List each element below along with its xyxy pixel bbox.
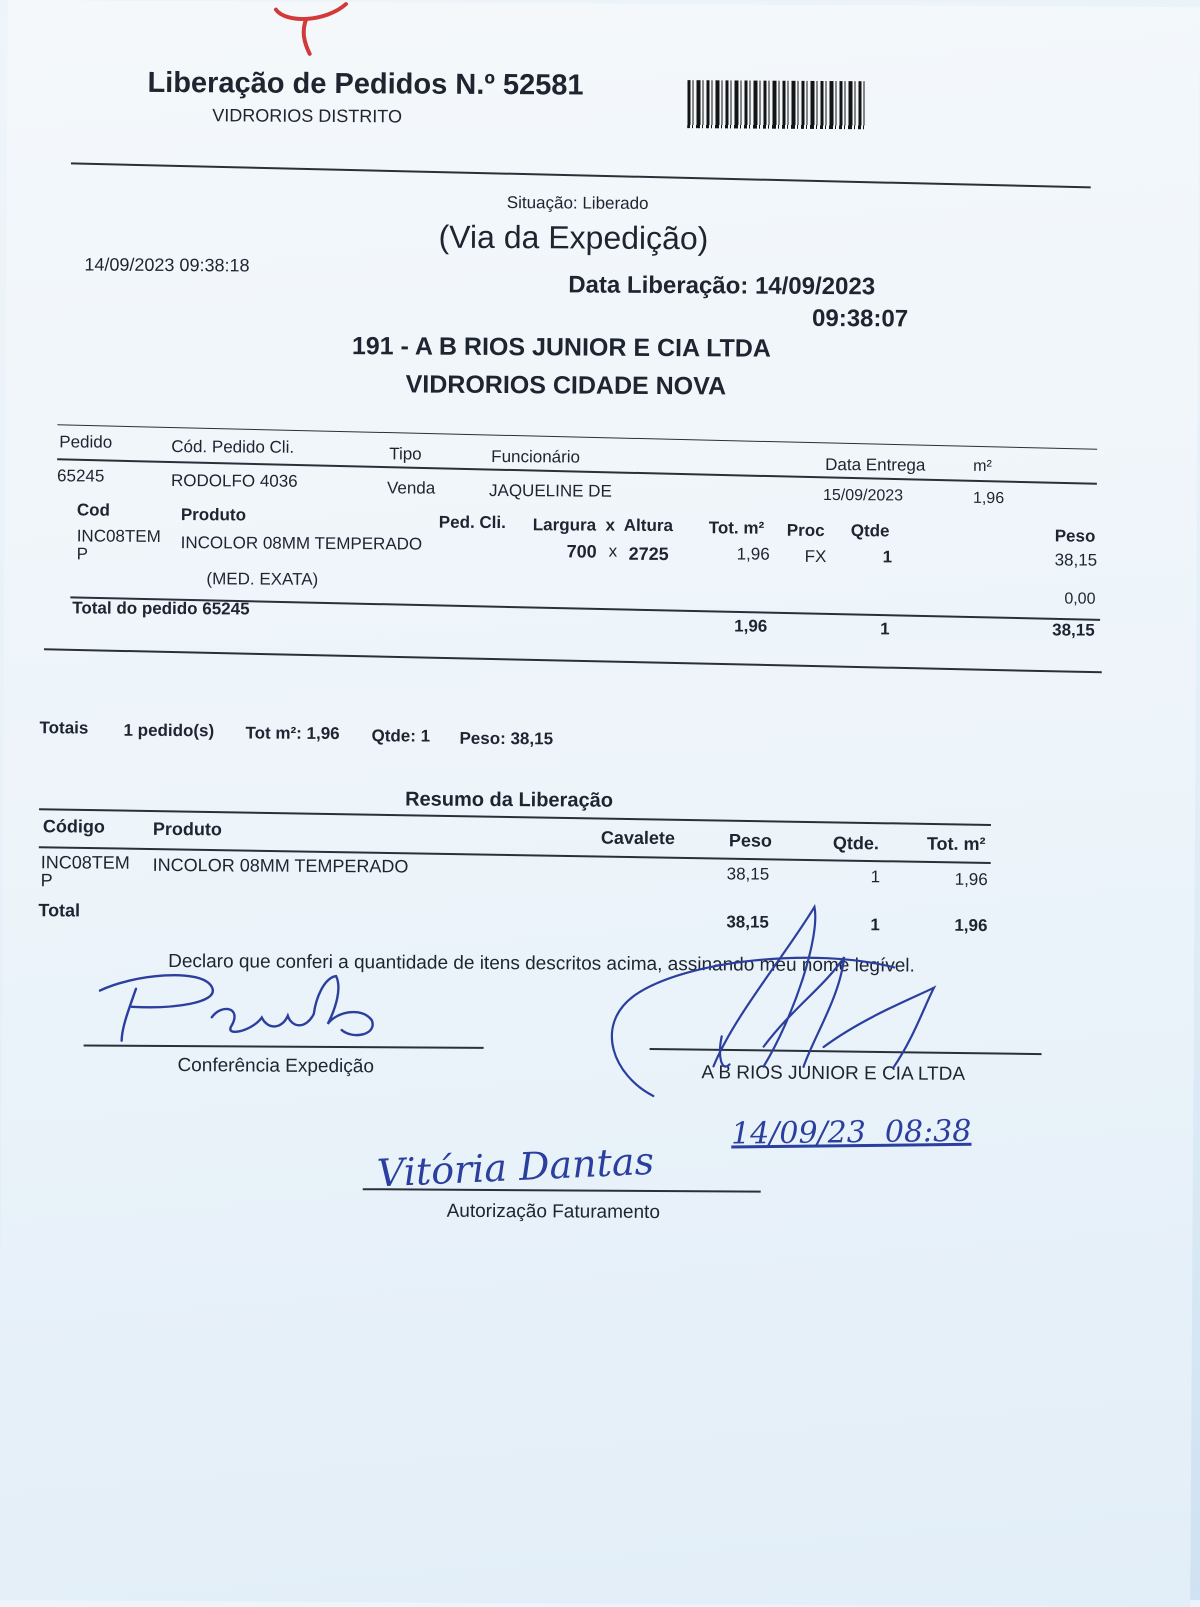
summary-weight: 38,15 xyxy=(726,864,770,884)
col-header-funcionario: Funcionário xyxy=(491,446,581,467)
summary-total-qtde: 1 xyxy=(870,915,880,935)
summary-qtde: 1 xyxy=(870,867,881,887)
summary-title: Resumo da Liberação xyxy=(405,788,614,812)
summary-header-codigo: Código xyxy=(42,816,105,837)
copy-label: (Via da Expedição) xyxy=(438,218,709,257)
signature-label-expedicao: Conferência Expedição xyxy=(177,1055,375,1078)
summary-header-produto: Produto xyxy=(152,818,222,840)
summary-total-label: Total xyxy=(38,900,81,921)
item-code-line2: P xyxy=(76,544,89,564)
summary-product: INCOLOR 08MM TEMPERADO xyxy=(152,854,409,877)
item-proc: FX xyxy=(804,546,827,567)
col-header-m2: m² xyxy=(973,457,992,476)
item-height: 2725 xyxy=(628,543,669,565)
item-header-ped-cli: Ped. Cli. xyxy=(438,512,506,533)
col-header-tipo: Tipo xyxy=(389,444,422,464)
item-header-tot-m2: Tot. m² xyxy=(708,518,765,538)
printed-timestamp: 14/09/2023 09:38:18 xyxy=(84,254,250,276)
summary-header-tot-m2: Tot. m² xyxy=(926,833,986,854)
item-header-qtde: Qtde xyxy=(850,521,890,541)
order-total-qtde: 1 xyxy=(880,619,890,639)
totals-label: Totais xyxy=(39,718,89,738)
company-subtitle: VIDRORIOS DISTRITO xyxy=(212,105,403,127)
order-m2: 1,96 xyxy=(972,489,1005,508)
order-table-bottom-rule xyxy=(44,648,1102,673)
order-total-m2: 1,96 xyxy=(734,616,768,636)
totals-orders: 1 pedido(s) xyxy=(123,720,215,741)
red-pen-mark xyxy=(266,2,366,63)
summary-header-cavalete: Cavalete xyxy=(600,827,676,849)
item-header-cod: Cod xyxy=(76,500,110,520)
order-type: Venda xyxy=(386,478,436,498)
summary-header-peso: Peso xyxy=(728,830,772,851)
item-observation: (MED. EXATA) xyxy=(206,569,319,589)
release-time: 09:38:07 xyxy=(811,304,909,333)
customer-name: 191 - A B RIOS JUNIOR E CIA LTDA xyxy=(351,332,772,363)
item-width: 700 xyxy=(566,541,597,562)
order-employee: JAQUELINE DE xyxy=(488,480,612,501)
document-title: Liberação de Pedidos N.º 52581 xyxy=(147,66,584,102)
totals-weight: Peso: 38,15 xyxy=(459,728,554,749)
item-header-proc: Proc xyxy=(786,520,825,540)
item-product: INCOLOR 08MM TEMPERADO xyxy=(180,533,423,554)
col-header-data-entrega: Data Entrega xyxy=(825,455,926,475)
signature-cliente-scribble xyxy=(593,896,994,1108)
order-total-weight: 38,15 xyxy=(1052,620,1095,640)
item-header-largura-altura: Largura x Altura xyxy=(532,515,674,536)
summary-code-line2: P xyxy=(40,870,53,891)
order-total-label: Total do pedido 65245 xyxy=(72,598,250,619)
store-name: VIDRORIOS CIDADE NOVA xyxy=(405,370,727,401)
order-number: 65245 xyxy=(57,466,105,486)
signature-label-autorizacao: Autorização Faturamento xyxy=(446,1200,661,1224)
item-tot-m2: 1,96 xyxy=(736,544,770,564)
summary-total-weight: 38,15 xyxy=(726,912,769,932)
totals-qtde: Qtde: 1 xyxy=(371,726,431,746)
release-date: Data Liberação: 14/09/2023 xyxy=(568,271,876,301)
order-delivery-date: 15/09/2023 xyxy=(822,486,904,505)
col-header-pedido: Pedido xyxy=(59,432,113,452)
signature-label-cliente: A B RIOS JUNIOR E CIA LTDA xyxy=(701,1062,966,1085)
barcode xyxy=(687,80,865,129)
item-weight: 38,15 xyxy=(1054,550,1098,570)
signature-expedicao-scribble xyxy=(92,967,392,1049)
summary-header-qtde: Qtde. xyxy=(832,833,879,854)
item-qtde: 1 xyxy=(882,547,893,567)
summary-m2: 1,96 xyxy=(954,869,988,890)
item-dim-separator: x xyxy=(608,541,618,561)
item-weight-extra: 0,00 xyxy=(1064,590,1096,608)
summary-total-m2: 1,96 xyxy=(954,915,988,936)
handwritten-name: Vitória Dantas xyxy=(376,1138,655,1196)
item-code-line1: INC08TEM xyxy=(76,526,161,546)
col-header-cod-cli: Cód. Pedido Cli. xyxy=(171,437,295,457)
handwritten-date: 14/09/23 08:38 xyxy=(730,1113,972,1152)
item-header-produto: Produto xyxy=(180,505,247,525)
order-client-code: RODOLFO 4036 xyxy=(171,471,298,491)
item-header-peso: Peso xyxy=(1054,526,1096,546)
summary-code-line1: INC08TEM xyxy=(40,852,130,873)
declaration-text: Declaro que conferi a quantidade de itens descritos acima, assinando meu nome legível. xyxy=(168,950,915,977)
header-divider xyxy=(71,162,1091,188)
status-text: Situação: Liberado xyxy=(506,193,649,213)
totals-m2: Tot m²: 1,96 xyxy=(245,723,340,744)
